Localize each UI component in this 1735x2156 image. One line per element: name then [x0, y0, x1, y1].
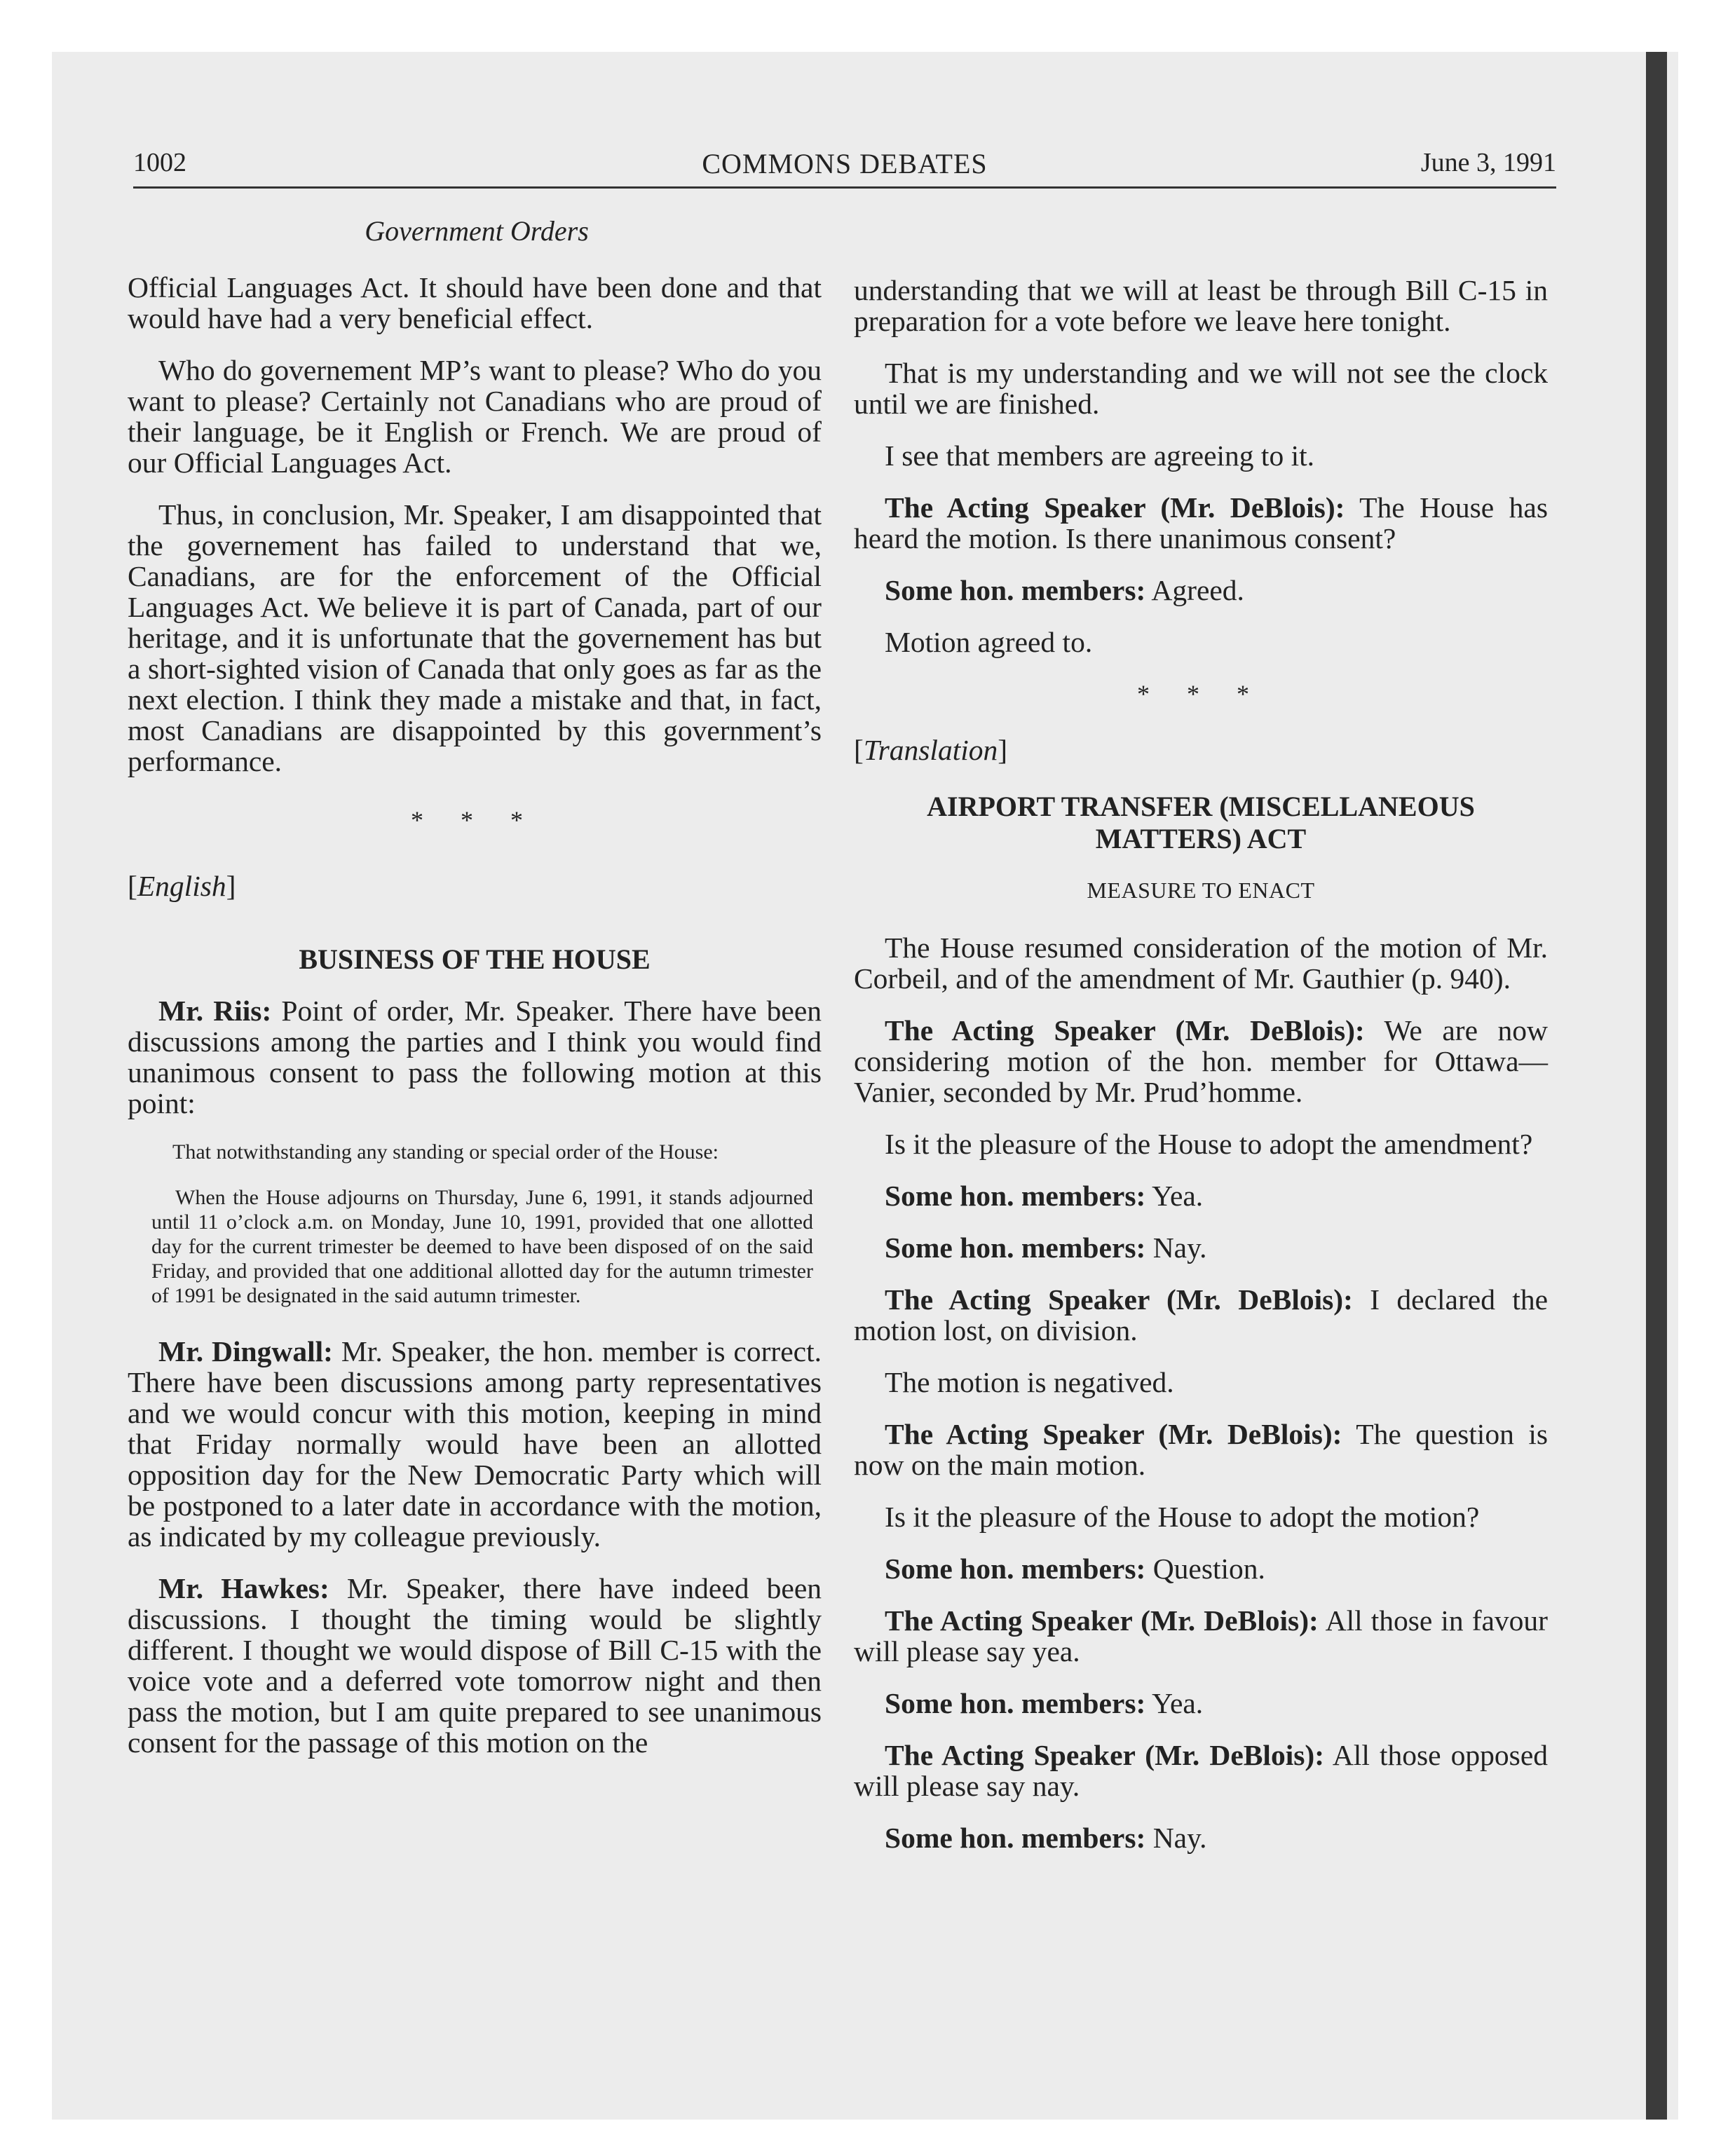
section-heading: AIRPORT TRANSFER (MISCELLANEOUS MATTERS) ACT	[927, 791, 1475, 854]
speech-text: Nay.	[1145, 1231, 1207, 1264]
speaker-name: Some hon. members:	[885, 1180, 1146, 1212]
speech	[854, 575, 1548, 606]
speech	[854, 1605, 1548, 1667]
speech-text: Nay.	[1145, 1822, 1207, 1854]
paragraph: I see that members are agreeing to it.	[885, 439, 1315, 472]
speech-text: Yea.	[1145, 1687, 1204, 1719]
speech-text: The House has heard the motion. Is there unanimous consent?	[854, 491, 1548, 554]
speaker-name: Mr. Riis:	[158, 995, 272, 1027]
section-label: Government Orders	[365, 215, 589, 247]
paragraph: Motion agreed to.	[885, 626, 1093, 658]
speech-text: Yea.	[1145, 1180, 1204, 1212]
motion-quote: When the House adjourns on Thursday, June 6, 1991, it stands adjourned until 11 o’clock a.m. on Monday, June 10, 1991, provided that one allotted day for the current trimester be deemed to have been disposed of on the said Friday, and provided that one additional allotted day for the autumn trimester of 1991 be designated in the said autumn trimester.	[151, 1186, 813, 1307]
speech	[854, 1688, 1548, 1719]
paragraph: Who do governement MP’s want to please? Who do you want to please? Certainly not Canadians who are proud of their language, be it English or French. We are proud of our Official Languages Act.	[128, 354, 822, 479]
speaker-name: The Acting Speaker (Mr. DeBlois):	[885, 491, 1345, 524]
paragraph: The House resumed consideration of the motion of Mr. Corbeil, and of the amendment of Mr. Gauthier (p. 940).	[854, 932, 1548, 995]
speech	[854, 1284, 1548, 1346]
speaker-name: Some hon. members:	[885, 574, 1146, 606]
speech	[854, 1553, 1548, 1584]
speech	[854, 1740, 1548, 1801]
paragraph: Is it the pleasure of the House to adopt the motion?	[885, 1501, 1480, 1533]
speech	[854, 1180, 1548, 1211]
paragraph: Thus, in conclusion, Mr. Speaker, I am disappointed that the governement has failed to understand that we, Canadians, are for the enforcement of the Official Languages Act. We believe it is part of Canada, part of our heritage, and it is unfortunate that the governement has but a short-sighted vision of Canada that only goes as far as the next election. I think they made a mistake and that, in fact, most Canadians are disappointed by this government’s performance.	[128, 498, 822, 777]
speech-text: Mr. Speaker, there have indeed been discussions. I thought the timing would be slightly different. I thought we would dispose of Bill C-15 with the voice vote and a deferred vote tomorrow night and then pass the motion, but I am quite prepared to see unanimous consent for the passage of this motion on the	[128, 1572, 822, 1759]
speech-text: We are now considering motion of the hon. member for Ottawa—Vanier, seconded by Mr. Prud’homme.	[854, 1014, 1548, 1108]
speech-text: Agreed.	[1145, 574, 1244, 606]
language-tag: [English]	[128, 870, 236, 902]
speaker-name: The Acting Speaker (Mr. DeBlois):	[885, 1418, 1342, 1450]
speech-text: Question.	[1145, 1553, 1265, 1585]
section-separator: * * *	[411, 806, 538, 834]
section-separator: * * *	[1137, 680, 1265, 708]
speech-text: I declared the motion lost, on division.	[854, 1283, 1548, 1346]
speech	[128, 1573, 822, 1758]
speech-text: All those in favour will please say yea.	[854, 1604, 1548, 1667]
running-head	[133, 144, 1556, 184]
publication-title: COMMONS DEBATES	[702, 148, 988, 179]
left-column	[128, 272, 822, 1779]
speech-text: Mr. Speaker, the hon. member is correct. There have been discussions among party representatives and we would concur with this motion, keeping in mind that Friday normally would have been an allotted opposition day for the New Democratic Party which will be postponed to a later date in accordance with the motion, as indicated by my colleague previously.	[128, 1335, 822, 1553]
language-tag-text: Translation	[863, 734, 998, 766]
scan-edge-shadow	[1646, 52, 1667, 2120]
publication-date: June 3, 1991	[1420, 148, 1556, 177]
language-tag-text: English	[137, 870, 226, 902]
speaker-name: The Acting Speaker (Mr. DeBlois):	[885, 1604, 1319, 1637]
section-subheading: MEASURE TO ENACT	[1087, 878, 1315, 903]
speech	[854, 1419, 1548, 1480]
speech-text: The question is now on the main motion.	[854, 1418, 1548, 1481]
speaker-name: Some hon. members:	[885, 1553, 1146, 1585]
motion-quote: That notwithstanding any standing or special order of the House:	[172, 1140, 719, 1164]
speech	[854, 1015, 1548, 1107]
speaker-name: Some hon. members:	[885, 1231, 1146, 1264]
paragraph: understanding that we will at least be through Bill C-15 in preparation for a vote before we leave here tonight.	[854, 274, 1548, 337]
speaker-name: The Acting Speaker (Mr. DeBlois):	[885, 1739, 1325, 1771]
speech-text: Point of order, Mr. Speaker. There have been discussions among the parties and I think you would find unanimous consent to pass the following motion at this point:	[128, 995, 822, 1119]
speaker-name: Mr. Dingwall:	[158, 1335, 333, 1367]
speech	[854, 1822, 1548, 1853]
section-heading: BUSINESS OF THE HOUSE	[299, 943, 651, 975]
page-number: 1002	[133, 148, 186, 177]
speech-text: All those opposed will please say nay.	[854, 1739, 1548, 1802]
speaker-name: Some hon. members:	[885, 1687, 1146, 1719]
language-tag: [Translation]	[854, 734, 1008, 766]
header-rule	[133, 186, 1556, 189]
speaker-name: Some hon. members:	[885, 1822, 1146, 1854]
paragraph: That is my understanding and we will not see the clock until we are finished.	[854, 357, 1548, 420]
speech	[854, 1232, 1548, 1263]
speech	[128, 1336, 822, 1552]
speech	[128, 995, 822, 1119]
paragraph: The motion is negatived.	[885, 1366, 1174, 1398]
right-column	[854, 275, 1548, 1874]
paragraph: Is it the pleasure of the House to adopt the amendment?	[885, 1128, 1533, 1160]
speaker-name: The Acting Speaker (Mr. DeBlois):	[885, 1014, 1365, 1046]
speaker-name: The Acting Speaker (Mr. DeBlois):	[885, 1283, 1353, 1316]
speaker-name: Mr. Hawkes:	[158, 1572, 329, 1604]
paragraph: Official Languages Act. It should have been done and that would have had a very beneficial effect.	[128, 271, 822, 334]
speech	[854, 492, 1548, 554]
